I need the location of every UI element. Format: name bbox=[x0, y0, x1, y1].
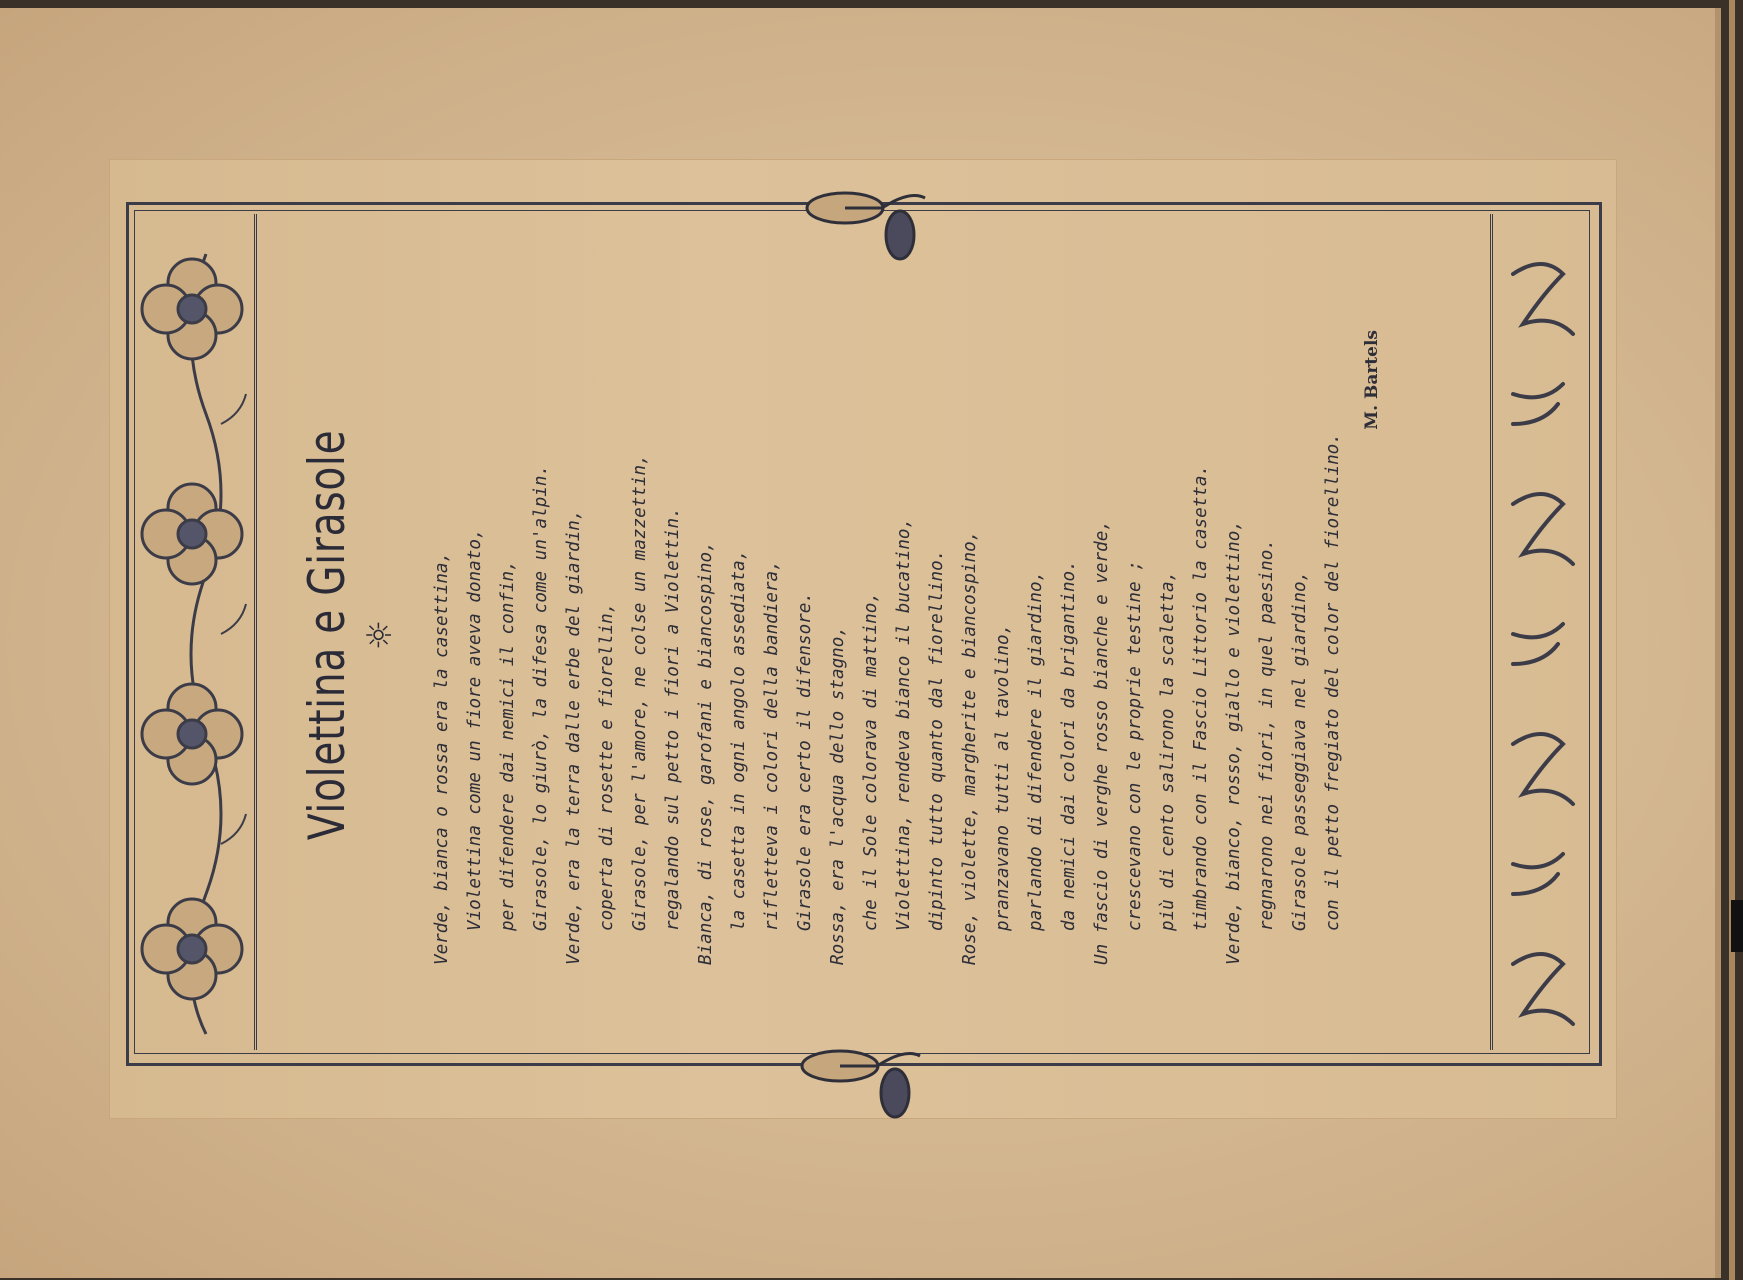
poem-line: Bianca, di rose, garofani e biancospino, bbox=[696, 541, 716, 965]
poem-stanza bbox=[822, 220, 954, 965]
poem-line: Girasole era certo il difensore. bbox=[795, 592, 815, 931]
poem-rotated bbox=[270, 220, 1470, 1050]
swirl-ornament-icon: ☼ bbox=[360, 619, 400, 651]
pasted-poem-card bbox=[110, 160, 1616, 1118]
poem-stanza bbox=[426, 220, 558, 965]
script-letter-border-band bbox=[1490, 214, 1589, 1050]
poem-stanza bbox=[1086, 220, 1218, 965]
poem-line: regalando sul petto i fiori a Violettin. bbox=[663, 507, 683, 931]
poem-line: parlando di difendere il giardino, bbox=[1026, 570, 1046, 931]
flower-ornament-icon bbox=[136, 214, 254, 1050]
book-page bbox=[0, 8, 1721, 1278]
poem-stanza bbox=[954, 220, 1086, 965]
poem-line: che il Sole colorava di mattino, bbox=[861, 592, 881, 931]
poem-line: Rose, violette, margherite e biancospino, bbox=[960, 530, 980, 965]
poem-line: dipinto tutto quanto dal fiorellino. bbox=[927, 549, 947, 931]
poem-line: crescevano con le proprie testine ; bbox=[1125, 560, 1145, 931]
poem-line: Girasole passeggiava nel giardino, bbox=[1290, 570, 1310, 931]
poem-line: per difendere dai nemici il confin, bbox=[498, 560, 518, 931]
poem-line: con il petto fregiato del color del fiorellino. bbox=[1323, 433, 1343, 931]
poem-line: Violettina come un fiore aveva donato, bbox=[465, 528, 485, 931]
poem-stanza bbox=[1218, 220, 1350, 965]
poem-line: Un fascio di verghe rosso bianche e verde, bbox=[1092, 520, 1112, 965]
poem-line: timbrando con il Fascio Littorio la casetta. bbox=[1191, 464, 1211, 931]
poem-title: Violettina e Girasole bbox=[298, 429, 356, 841]
poem-line: più di cento salirono la scaletta, bbox=[1158, 570, 1178, 931]
poem-line: la casetta in ogni angolo assediata, bbox=[729, 549, 749, 931]
poem-line: Verde, era la terra dalle erbe del giardin, bbox=[564, 509, 584, 965]
poem-line: Rossa, era l'acqua dello stagno, bbox=[828, 626, 848, 965]
poem-line: da nemici dai colori da brigantino. bbox=[1059, 560, 1079, 931]
script-ornament-icon bbox=[1493, 214, 1589, 1050]
poem-area bbox=[270, 220, 1470, 1050]
poem-line: Verde, bianco, rosso, giallo e violettino, bbox=[1224, 520, 1244, 965]
page-edge bbox=[1729, 0, 1735, 1280]
poem-line: Violettina, rendeva bianco il bucatino, bbox=[894, 517, 914, 931]
poem-line: Girasole, per l'amore, ne colse un mazzettin, bbox=[630, 454, 650, 931]
flower-border-band bbox=[136, 214, 257, 1050]
book-tab-marker bbox=[1731, 900, 1743, 952]
poem-stanzas bbox=[426, 220, 1350, 965]
poem-stanza bbox=[690, 220, 822, 965]
poem-line: rifletteva i colori della bandiera, bbox=[762, 560, 782, 931]
poem-signature: M. Bartels bbox=[1362, 330, 1382, 430]
poem-line: regnarono nei fiori, in quel paesino. bbox=[1257, 539, 1277, 931]
poem-stanza bbox=[558, 220, 690, 965]
poem-line: Verde, bianca o rossa era la casettina, bbox=[432, 551, 452, 965]
poem-line: coperta di rosette e fiorellin, bbox=[597, 602, 617, 931]
leaf-ornament-icon bbox=[795, 1038, 925, 1128]
poem-line: Girasole, lo giurò, la difesa come un'alpin. bbox=[531, 464, 551, 931]
poem-line: pranzavano tutti al tavolino, bbox=[993, 623, 1013, 931]
